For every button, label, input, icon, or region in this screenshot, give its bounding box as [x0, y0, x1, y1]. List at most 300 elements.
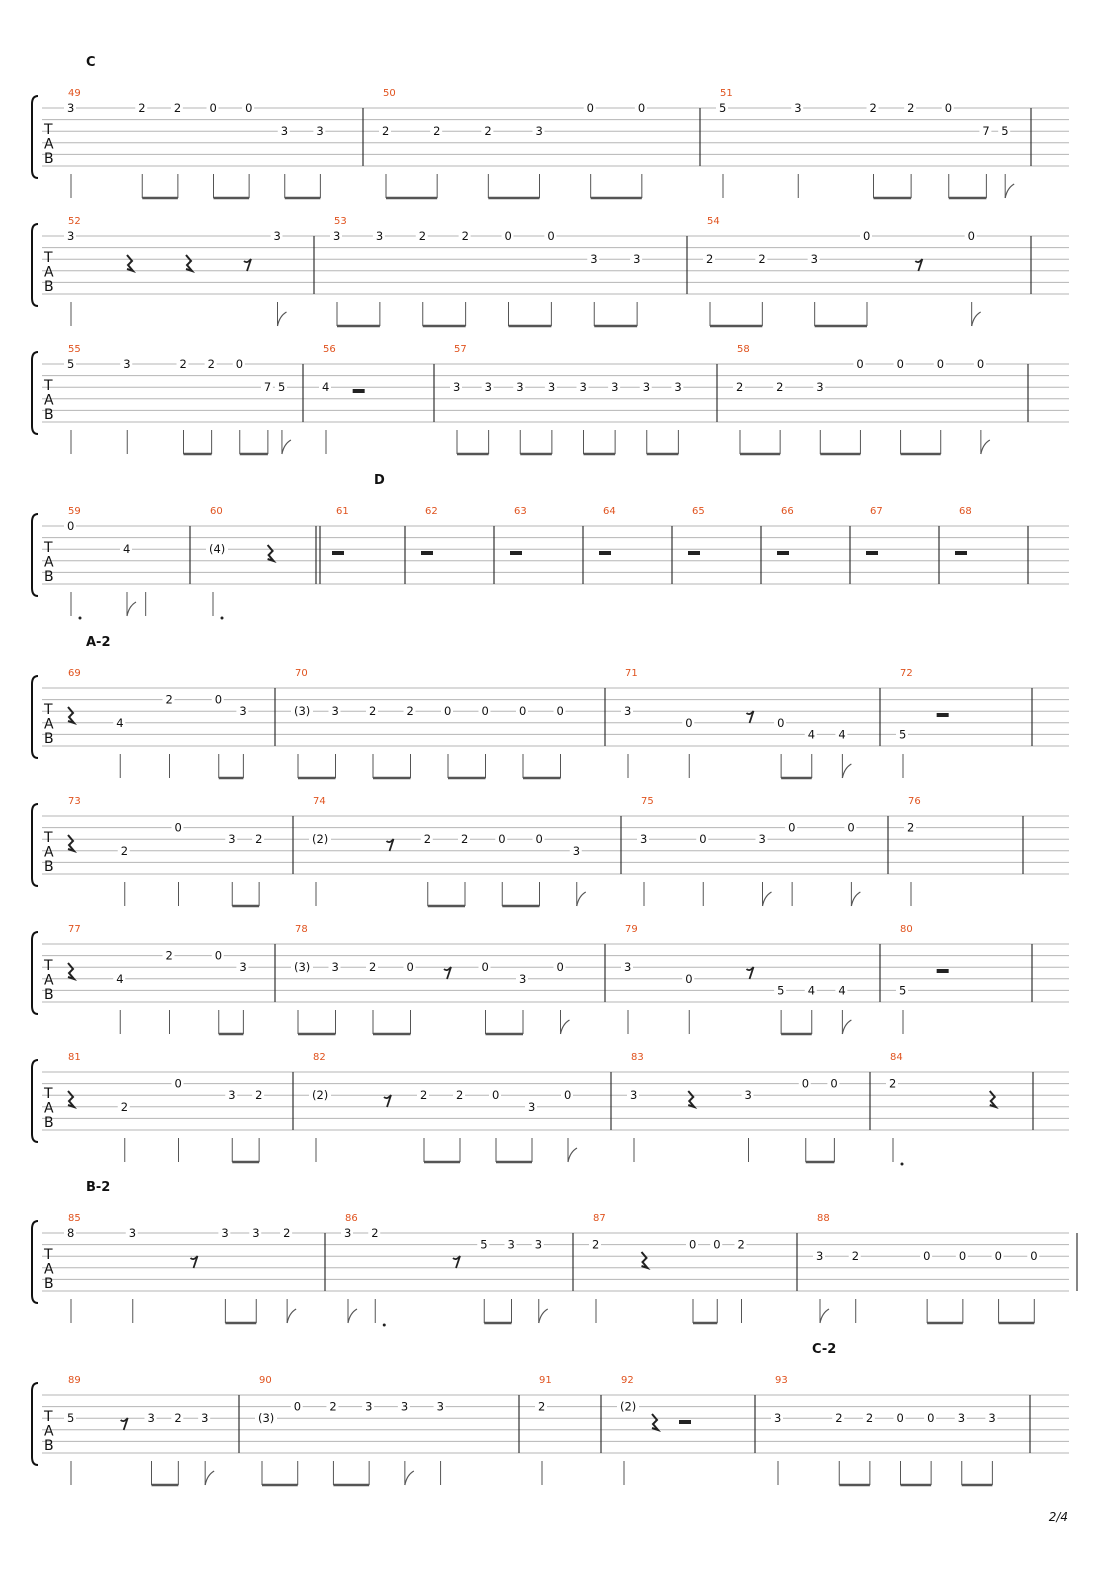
half-rest [866, 551, 878, 555]
measure-number: 61 [336, 506, 349, 517]
fret-number: (3) [294, 704, 311, 719]
fret-number: 0 [923, 1249, 931, 1264]
flag [1005, 184, 1014, 198]
fret-number: 0 [498, 832, 506, 847]
fret-number: 2 [592, 1237, 600, 1252]
fret-number: 3 [507, 1237, 515, 1252]
measure-number: 62 [425, 506, 438, 517]
fret-number: 2 [420, 1088, 428, 1103]
fret-number: 0 [406, 960, 414, 975]
fret-number: 3 [67, 101, 75, 115]
flag [577, 892, 586, 906]
eighth-rest [384, 1095, 391, 1107]
tab-clef-letter: T [44, 540, 53, 556]
fret-number: 3 [611, 380, 619, 395]
fret-number: 5 [777, 983, 785, 998]
fret-number: 5 [1001, 124, 1009, 139]
eighth-rest [747, 967, 754, 979]
measure-number: 88 [817, 1213, 830, 1224]
fret-number: 3 [794, 101, 802, 115]
dot [383, 1324, 386, 1327]
fret-number: 0 [586, 101, 594, 115]
tab-system [32, 473, 1069, 620]
tab-system [32, 344, 1069, 454]
fret-number: 4 [807, 727, 816, 742]
system-bracket [32, 1221, 38, 1303]
fret-number: 2 [758, 252, 766, 267]
section-label: A-2 [86, 635, 111, 650]
fret-number: 3 [239, 960, 247, 975]
fret-number: (2) [312, 1088, 329, 1103]
measure-number: 91 [539, 1375, 552, 1386]
fret-number: 0 [444, 704, 452, 719]
fret-number: 0 [699, 832, 707, 847]
half-rest [353, 389, 365, 393]
fret-number: 3 [535, 124, 543, 139]
measure-number: 92 [621, 1375, 634, 1386]
tab-clef-letter: T [44, 1086, 53, 1102]
fret-number: 2 [851, 1249, 860, 1264]
measure-number: 65 [692, 506, 705, 517]
quarter-rest [642, 1252, 648, 1268]
fret-number: 3 [228, 1088, 236, 1103]
fret-number: 3 [365, 1399, 373, 1414]
fret-number: 0 [801, 1076, 810, 1091]
fret-number: 3 [252, 1226, 260, 1240]
eighth-rest [244, 259, 251, 271]
fret-number: 2 [907, 820, 915, 835]
fret-number: 0 [863, 229, 871, 243]
half-rest [332, 551, 344, 555]
fret-number: 0 [994, 1249, 1002, 1264]
half-rest [679, 1420, 691, 1424]
fret-number: 2 [179, 357, 187, 371]
measure-number: 73 [68, 796, 81, 807]
fret-number: 2 [865, 1411, 874, 1426]
fret-number: 0 [936, 357, 945, 371]
measure-number: 53 [334, 216, 347, 227]
tab-clef-letter: A [44, 264, 54, 281]
half-rest [599, 551, 611, 555]
fret-number: 0 [245, 101, 253, 115]
flag [282, 440, 291, 454]
tab-system [32, 635, 1069, 778]
eighth-rest [121, 1418, 128, 1430]
fret-number: (3) [294, 960, 311, 975]
measure-number: 74 [313, 796, 326, 807]
fret-number: 5 [277, 380, 286, 395]
tab-clef-letter: A [44, 554, 54, 571]
fret-number: 2 [207, 357, 215, 371]
fret-number: 2 [423, 832, 432, 847]
fret-number: 0 [788, 820, 796, 835]
measure-number: 63 [514, 506, 527, 517]
eighth-rest [915, 259, 922, 271]
fret-number: (3) [258, 1411, 275, 1426]
quarter-rest [68, 835, 74, 851]
flag [981, 440, 990, 454]
fret-number: 7 [982, 124, 990, 139]
flag [278, 312, 287, 326]
fret-number: 2 [369, 960, 377, 975]
flag [568, 1148, 577, 1162]
measure-number: 81 [68, 1052, 81, 1063]
tab-clef-letter: B [44, 279, 54, 295]
fret-number: 4 [116, 715, 124, 730]
tab-system [32, 1052, 1069, 1166]
fret-number: 2 [173, 101, 182, 115]
system-bracket [32, 1383, 38, 1465]
fret-number: 3 [534, 1237, 543, 1252]
fret-number: 0 [235, 357, 244, 371]
tab-clef-letter: A [44, 1261, 54, 1278]
fret-number: 3 [331, 704, 339, 719]
tab-clef-letter: T [44, 1409, 53, 1425]
fret-number: 5 [67, 357, 75, 371]
fret-number: 2 [538, 1399, 546, 1414]
fret-number: 3 [988, 1411, 996, 1426]
fret-number: 2 [484, 124, 492, 139]
fret-number: 3 [484, 380, 492, 395]
quarter-rest [688, 1091, 694, 1107]
measure-number: 93 [775, 1375, 788, 1386]
half-rest [955, 551, 967, 555]
quarter-rest [186, 255, 192, 271]
fret-number: 0 [856, 357, 864, 371]
fret-number: 3 [128, 1226, 137, 1240]
flag [763, 892, 772, 906]
quarter-rest [68, 707, 74, 723]
fret-number: 0 [637, 101, 646, 115]
fret-number: 2 [418, 229, 427, 243]
fret-number: 0 [67, 519, 75, 533]
fret-number: 0 [777, 715, 785, 730]
fret-number: 0 [927, 1411, 935, 1426]
fret-number: 3 [331, 960, 339, 975]
measure-number: 86 [345, 1213, 358, 1224]
fret-number: 0 [830, 1076, 838, 1091]
flag [205, 1471, 214, 1485]
fret-number: 3 [67, 229, 75, 243]
tab-system [32, 55, 1069, 198]
fret-number: 5 [899, 727, 907, 742]
fret-number: 0 [481, 704, 489, 719]
measure-number: 90 [259, 1375, 272, 1386]
tab-clef-letter: A [44, 844, 54, 861]
fret-number: 2 [255, 1088, 263, 1103]
system-bracket [32, 514, 38, 596]
fret-number: 0 [547, 229, 555, 243]
fret-number: 0 [174, 820, 182, 835]
tab-clef-letter: T [44, 250, 53, 266]
tab-clef-letter: B [44, 569, 54, 585]
fret-number: 0 [689, 1237, 697, 1252]
measure-number: 80 [900, 924, 913, 935]
fret-number: 8 [67, 1226, 75, 1240]
fret-number: 2 [120, 1099, 129, 1114]
fret-number: (2) [312, 832, 329, 847]
fret-number: 0 [481, 960, 489, 975]
tab-clef-letter: B [44, 1438, 54, 1454]
quarter-rest [68, 1091, 74, 1107]
quarter-rest [990, 1091, 996, 1107]
fret-number: 0 [214, 692, 223, 707]
fret-number: 3 [579, 380, 587, 395]
measure-number: 75 [641, 796, 654, 807]
fret-number: 2 [737, 1237, 745, 1252]
fret-number: 0 [976, 357, 985, 371]
eighth-rest [387, 839, 394, 851]
fret-number: 0 [209, 101, 217, 115]
measure-number: 51 [720, 88, 733, 99]
half-rest [777, 551, 789, 555]
eighth-rest [453, 1256, 460, 1268]
fret-number: 3 [344, 1226, 352, 1240]
tab-clef-letter: A [44, 136, 54, 153]
measure-number: 55 [68, 344, 81, 355]
fret-number: 3 [572, 843, 581, 858]
section-label: C [86, 55, 96, 70]
tab-system [32, 1180, 1077, 1327]
fret-number: 2 [371, 1226, 379, 1240]
fret-number: 4 [116, 971, 124, 986]
measure-number: 85 [68, 1213, 81, 1224]
fret-number: 0 [1030, 1249, 1038, 1264]
fret-number: 3 [633, 252, 641, 267]
measure-number: 77 [68, 924, 81, 935]
fret-number: 3 [810, 252, 818, 267]
fret-number: 2 [174, 1411, 182, 1426]
fret-number: 2 [835, 1411, 843, 1426]
fret-number: 3 [624, 704, 632, 719]
flag [972, 312, 981, 326]
system-bracket [32, 1060, 38, 1142]
measure-number: 66 [781, 506, 794, 517]
fret-number: 2 [165, 692, 173, 707]
tab-clef-letter: B [44, 731, 54, 747]
fret-number: 0 [685, 715, 693, 730]
quarter-rest [268, 545, 274, 561]
half-rest [688, 551, 700, 555]
fret-number: 0 [967, 229, 975, 243]
quarter-rest [68, 963, 74, 979]
fret-number: 3 [453, 380, 461, 395]
tab-clef-letter: T [44, 378, 53, 394]
fret-number: 0 [293, 1399, 302, 1414]
fret-number: 2 [165, 948, 173, 963]
eighth-rest [191, 1256, 198, 1268]
system-bracket [32, 676, 38, 758]
dot [221, 617, 224, 620]
fret-number: 3 [375, 229, 384, 243]
fret-number: 0 [713, 1237, 721, 1252]
flag [842, 1020, 851, 1034]
fret-number: 0 [564, 1088, 572, 1103]
measure-number: 59 [68, 506, 81, 517]
fret-number: 3 [316, 124, 324, 139]
measure-number: 87 [593, 1213, 606, 1224]
measure-number: 84 [890, 1052, 903, 1063]
fret-number: 4 [838, 727, 846, 742]
fret-number: 2 [776, 380, 784, 395]
fret-number: 3 [624, 960, 632, 975]
dot [901, 1163, 904, 1166]
fret-number: 2 [907, 101, 915, 115]
fret-number: 3 [516, 380, 524, 395]
tab-clef-letter: B [44, 1276, 54, 1292]
tab-clef-letter: B [44, 1115, 54, 1131]
fret-number: 5 [480, 1237, 488, 1252]
measure-number: 56 [323, 344, 336, 355]
tab-clef-letter: A [44, 1100, 54, 1117]
fret-number: 5 [899, 983, 907, 998]
fret-number: 2 [461, 832, 469, 847]
measure-number: 58 [737, 344, 750, 355]
tab-clef-letter: T [44, 830, 53, 846]
fret-number: 3 [147, 1411, 155, 1426]
eighth-rest [444, 967, 451, 979]
measure-number: 76 [908, 796, 921, 807]
measure-number: 72 [900, 668, 913, 679]
fret-number: 4 [123, 542, 131, 557]
fret-number: 3 [630, 1088, 638, 1103]
tab-clef-letter: A [44, 392, 54, 409]
fret-number: 2 [433, 124, 441, 139]
fret-number: 0 [556, 960, 564, 975]
tab-system [32, 216, 1069, 326]
fret-number: 3 [816, 380, 824, 395]
tab-clef-letter: T [44, 702, 53, 718]
fret-number: 2 [329, 1399, 337, 1414]
fret-number: 3 [640, 832, 648, 847]
fret-number: 0 [535, 832, 543, 847]
fret-number: 2 [456, 1088, 464, 1103]
measure-number: 52 [68, 216, 81, 227]
fret-number: 2 [120, 843, 129, 858]
measure-number: 57 [454, 344, 467, 355]
flag [287, 1309, 296, 1323]
half-rest [421, 551, 433, 555]
fret-number: 3 [280, 124, 289, 139]
fret-number: 5 [719, 101, 727, 115]
fret-number: 0 [519, 704, 527, 719]
fret-number: 3 [816, 1249, 824, 1264]
fret-number: 2 [461, 229, 469, 243]
system-bracket [32, 804, 38, 886]
fret-number: 2 [283, 1226, 291, 1240]
fret-number: 3 [642, 380, 651, 395]
fret-number: 0 [896, 1411, 904, 1426]
fret-number: 0 [556, 704, 564, 719]
fret-number: 3 [273, 229, 281, 243]
section-label: B-2 [86, 1180, 111, 1195]
fret-number: 3 [528, 1099, 536, 1114]
fret-number: 0 [944, 101, 953, 115]
fret-number: 0 [504, 229, 512, 243]
fret-number: 4 [322, 380, 330, 395]
section-label: C-2 [812, 1342, 837, 1357]
tab-clef-letter: B [44, 407, 54, 423]
fret-number: 3 [228, 832, 236, 847]
tab-system [32, 924, 1069, 1034]
page-number: 2/4 [1048, 1510, 1068, 1524]
system-bracket [32, 96, 38, 178]
flag [561, 1020, 570, 1034]
fret-number: 3 [221, 1226, 229, 1240]
flag [348, 1309, 357, 1323]
measure-number: 67 [870, 506, 883, 517]
tab-clef-letter: A [44, 716, 54, 733]
fret-number: 0 [847, 820, 855, 835]
measure-number: 64 [603, 506, 616, 517]
tab-system [32, 796, 1069, 906]
measure-number: 69 [68, 668, 81, 679]
fret-number: 2 [255, 832, 263, 847]
system-bracket [32, 932, 38, 1014]
fret-number: 2 [382, 124, 390, 139]
fret-number: 0 [492, 1088, 500, 1103]
half-rest [510, 551, 522, 555]
measure-number: 50 [383, 88, 396, 99]
half-rest [937, 713, 949, 717]
tab-clef-letter: T [44, 958, 53, 974]
fret-number: 3 [674, 380, 682, 395]
measure-number: 70 [295, 668, 308, 679]
fret-number: 2 [736, 380, 744, 395]
measure-number: 60 [210, 506, 223, 517]
flag [842, 764, 851, 778]
fret-number: 3 [519, 971, 527, 986]
measure-number: 71 [625, 668, 638, 679]
tab-clef-letter: T [44, 1247, 53, 1263]
fret-number: (2) [620, 1399, 637, 1414]
fret-number: 2 [406, 704, 414, 719]
flag [127, 602, 136, 616]
flag [405, 1471, 414, 1485]
fret-number: 3 [957, 1411, 966, 1426]
fret-number: 3 [400, 1399, 409, 1414]
fret-number: 0 [958, 1249, 967, 1264]
measure-number: 78 [295, 924, 308, 935]
fret-number: 0 [896, 357, 904, 371]
measure-number: 82 [313, 1052, 326, 1063]
system-bracket [32, 224, 38, 306]
fret-number: 3 [744, 1088, 752, 1103]
fret-number: 3 [123, 357, 131, 371]
fret-number: 3 [436, 1399, 444, 1414]
fret-number: 2 [369, 704, 377, 719]
flag [820, 1309, 829, 1323]
half-rest [937, 969, 949, 973]
quarter-rest [127, 255, 133, 271]
measure-number: 49 [68, 88, 81, 99]
fret-number: 3 [333, 229, 341, 243]
section-label: D [374, 473, 385, 488]
fret-number: 2 [138, 101, 146, 115]
tab-clef-letter: B [44, 151, 54, 167]
tab-clef-letter: B [44, 987, 54, 1003]
fret-number: 3 [547, 380, 556, 395]
tab-clef-letter: B [44, 859, 54, 875]
fret-number: 3 [590, 252, 598, 267]
tab-clef-letter: T [44, 122, 53, 138]
fret-number: 3 [758, 832, 766, 847]
measure-number: 83 [631, 1052, 644, 1063]
measure-number: 68 [959, 506, 972, 517]
fret-number: 2 [889, 1076, 897, 1091]
measure-number: 89 [68, 1375, 81, 1386]
tab-clef-letter: A [44, 1423, 54, 1440]
